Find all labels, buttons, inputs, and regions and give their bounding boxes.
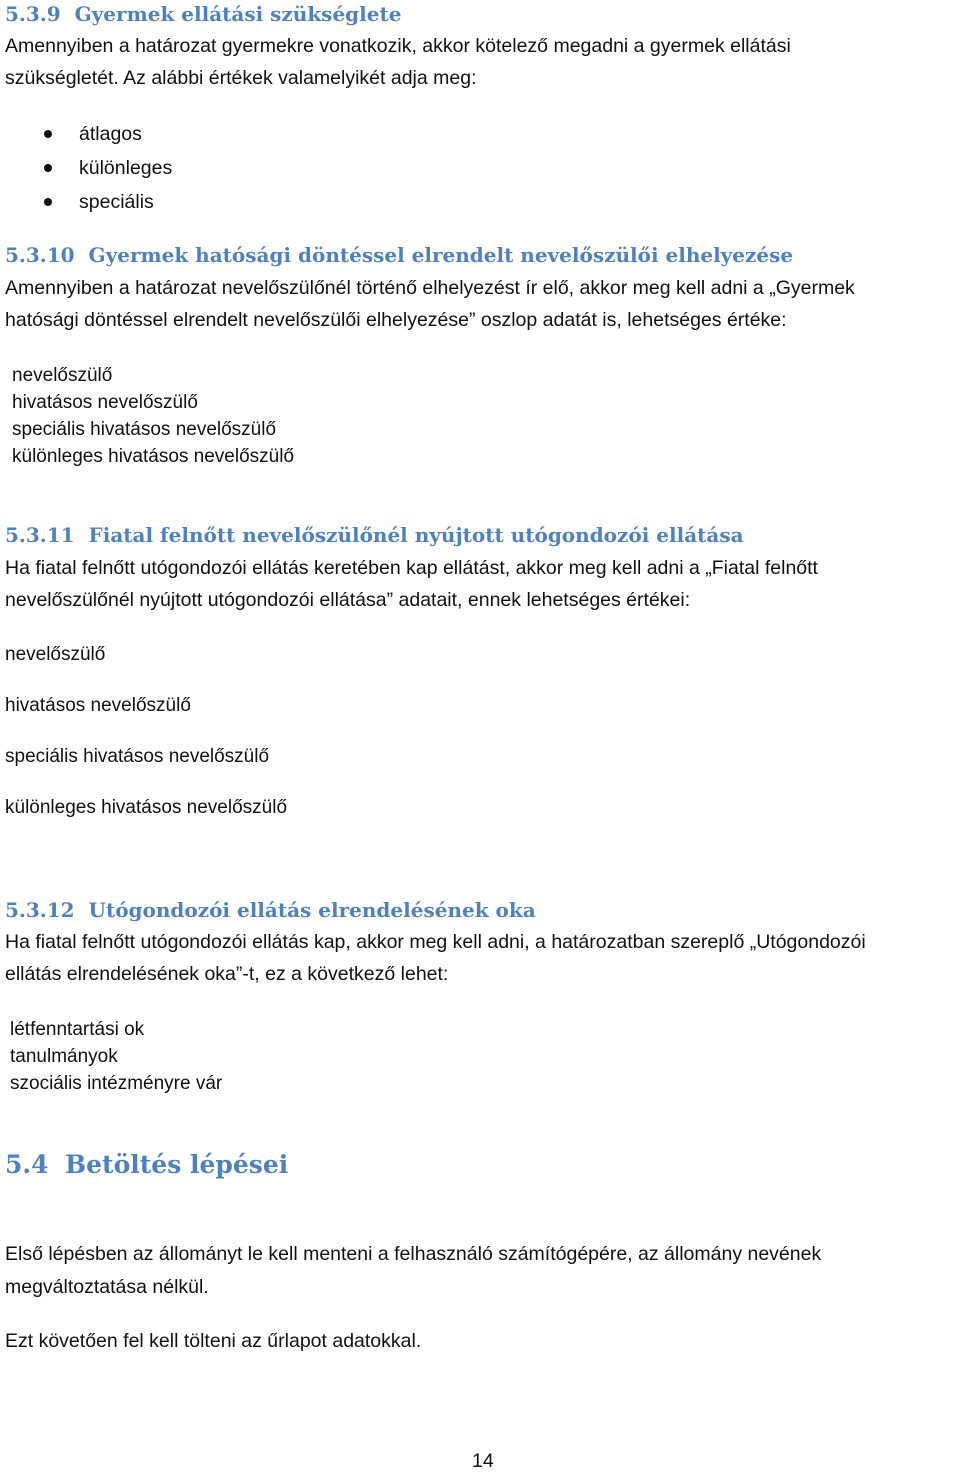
section-heading-5-4-number: 5.4 — [5, 1150, 49, 1179]
section-heading-5-3-10: 5.3.10 Gyermek hatósági döntéssel elrendelt nevelőszülői elhelyezése — [5, 243, 794, 267]
paragraph-line: Ezt követően fel kell tölteni az űrlapot adatokkal. — [5, 1330, 422, 1352]
bullet-icon — [44, 130, 52, 138]
section-heading-5-3-12: 5.3.12 Utógondozói ellátás elrendelésének oka — [5, 898, 536, 922]
bullet-icon — [44, 198, 52, 206]
list-item: speciális — [79, 191, 154, 213]
value-item: különleges hivatásos nevelőszülő — [12, 446, 295, 467]
value-item: szociális intézményre vár — [10, 1073, 223, 1094]
section-heading-5-3-9: 5.3.9 Gyermek ellátási szükséglete — [5, 2, 402, 26]
bullet-icon — [44, 164, 52, 172]
paragraph-line: ellátás elrendelésének oka”-t, ez a következő lehet: — [5, 963, 449, 985]
value-item: létfenntartási ok — [10, 1019, 145, 1040]
value-item: speciális hivatásos nevelőszülő — [5, 746, 270, 767]
paragraph-line: szükségletét. Az alábbi értékek valamelyikét adja meg: — [5, 67, 477, 89]
paragraph-line: Amennyiben a határozat nevelőszülőnél történő elhelyezést ír elő, akkor meg kell adni a „Gyermek — [5, 277, 855, 299]
paragraph-line: Első lépésben az állományt le kell menteni a felhasználó számítógépére, az állomány nevének — [5, 1243, 822, 1265]
page-number: 14 — [472, 1450, 494, 1472]
value-item: nevelőszülő — [5, 644, 106, 665]
paragraph-line: Ha fiatal felnőtt utógondozói ellátás kap, akkor meg kell adni, a határozatban szereplő „Utógondozói — [5, 931, 866, 953]
value-item: tanulmányok — [10, 1046, 118, 1067]
value-item: nevelőszülő — [12, 365, 113, 386]
paragraph-line: megváltoztatása nélkül. — [5, 1276, 209, 1298]
paragraph-line: Amennyiben a határozat gyermekre vonatkozik, akkor kötelező megadni a gyermek ellátási — [5, 35, 791, 57]
section-heading-5-4-title: Betöltés lépései — [65, 1150, 289, 1179]
paragraph-line: nevelőszülőnél nyújtott utógondozói ellátása” adatait, ennek lehetséges értékei: — [5, 589, 691, 611]
section-heading-5-3-11: 5.3.11 Fiatal felnőtt nevelőszülőnél nyújtott utógondozói ellátása — [5, 523, 744, 547]
value-item: speciális hivatásos nevelőszülő — [12, 419, 277, 440]
paragraph-line: hatósági döntéssel elrendelt nevelőszülői elhelyezése” oszlop adatát is, lehetséges értéke: — [5, 309, 787, 331]
value-item: hivatásos nevelőszülő — [12, 392, 198, 413]
list-item: átlagos — [79, 123, 142, 145]
value-item: különleges hivatásos nevelőszülő — [5, 797, 288, 818]
list-item: különleges — [79, 157, 173, 179]
paragraph-line: Ha fiatal felnőtt utógondozói ellátás keretében kap ellátást, akkor meg kell adni a „Fiatal felnőtt — [5, 557, 818, 579]
value-item: hivatásos nevelőszülő — [5, 695, 191, 716]
